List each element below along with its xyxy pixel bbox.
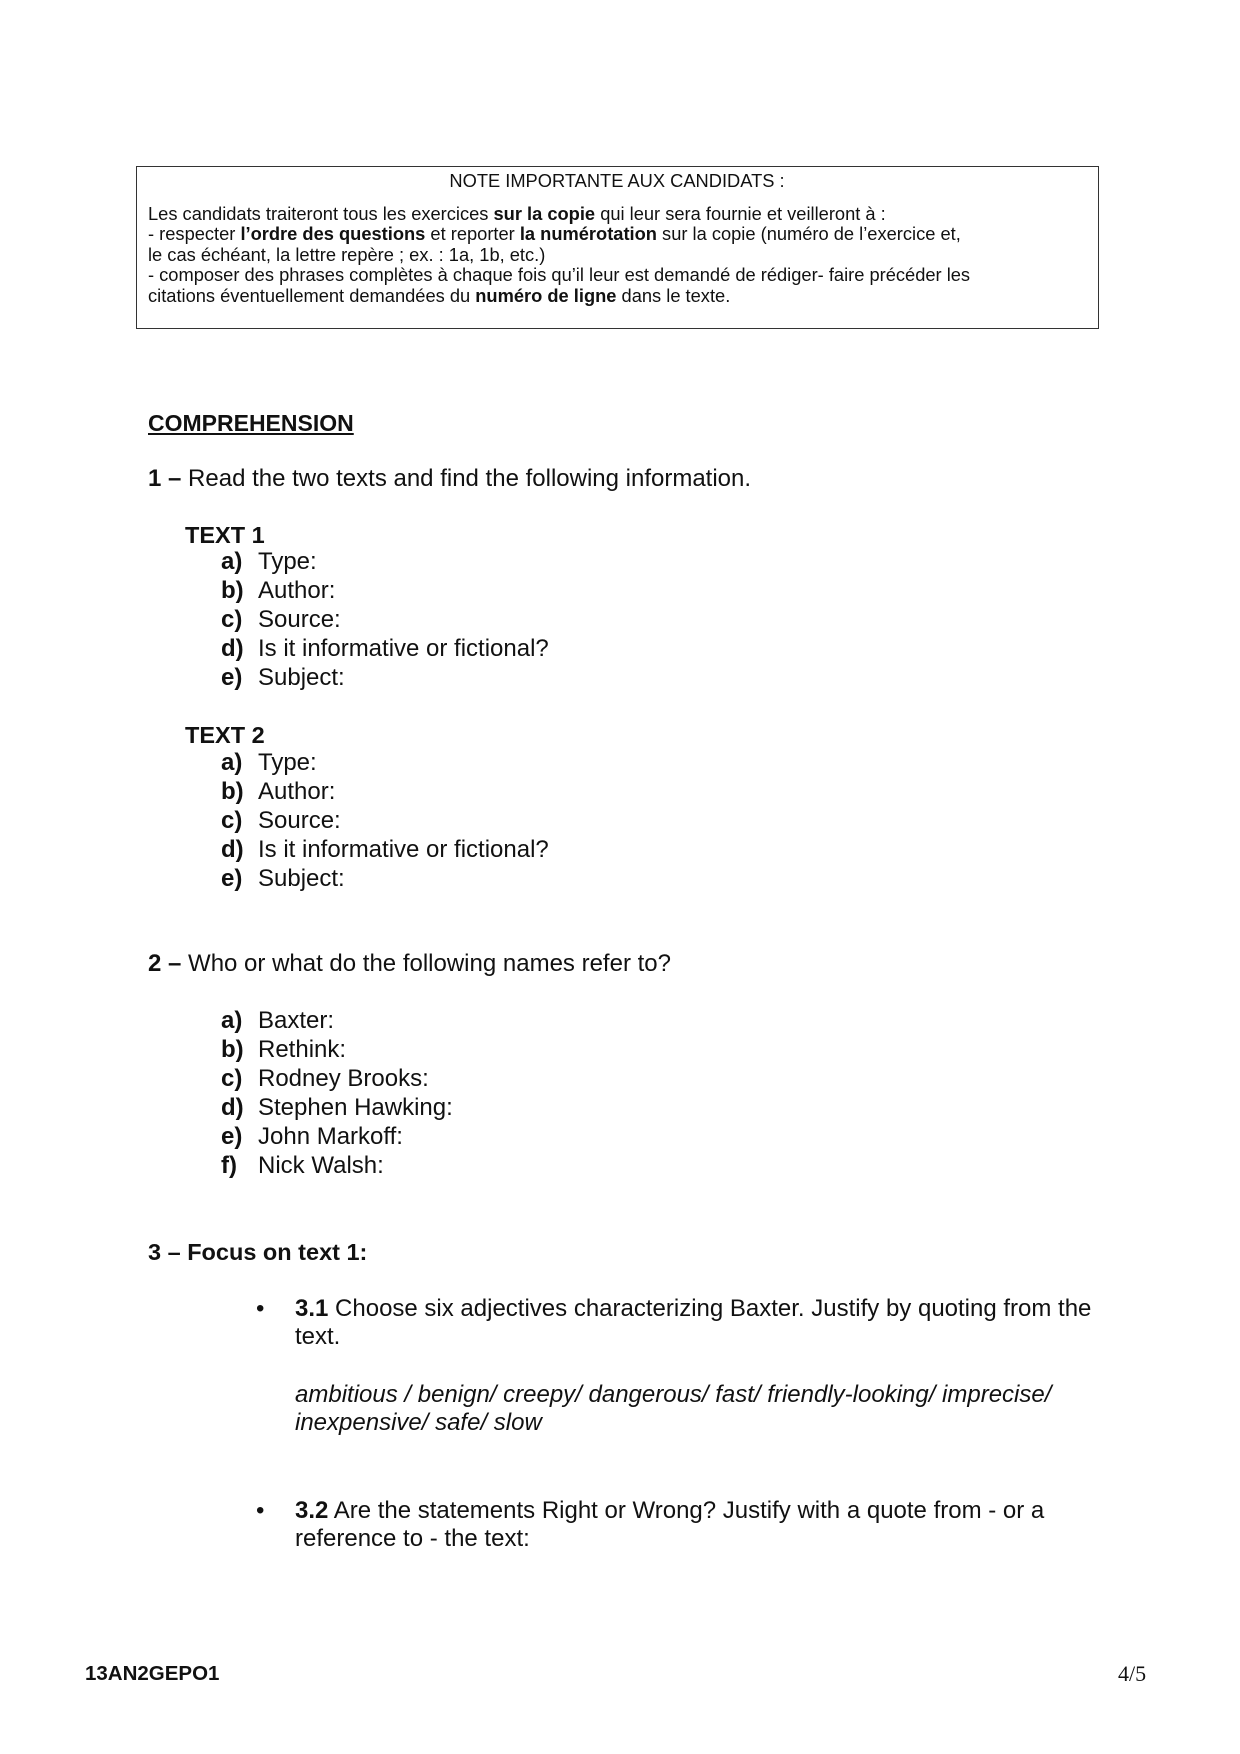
- item-text: Is it informative or fictional?: [258, 635, 549, 662]
- item-letter: b): [221, 778, 244, 805]
- item-letter: c): [221, 807, 243, 834]
- question-number: 2 –: [148, 950, 182, 977]
- item-letter: d): [221, 635, 244, 662]
- question-number: 3.1: [295, 1295, 329, 1322]
- item-text: Subject:: [258, 865, 345, 892]
- list-item: [221, 1093, 453, 1122]
- question-3-2: [295, 1497, 1095, 1553]
- note-title: NOTE IMPORTANTE AUX CANDIDATS :: [449, 170, 785, 191]
- note-line-5: [148, 286, 1086, 307]
- note-line-2: [148, 224, 1086, 245]
- item-text: Type:: [258, 749, 317, 776]
- footer-page-number: 4/5: [1118, 1661, 1147, 1686]
- section-heading: COMPREHENSION: [148, 410, 354, 436]
- question-text: Choose six adjectives characterizing Baxter. Justify by quoting from the text.: [295, 1295, 1092, 1350]
- item-text: Is it informative or fictional?: [258, 836, 549, 863]
- list-item: [221, 864, 549, 893]
- item-letter: c): [221, 606, 243, 633]
- item-text: Stephen Hawking:: [258, 1094, 453, 1121]
- item-letter: f): [221, 1152, 237, 1179]
- question-number: 3.2: [295, 1497, 329, 1524]
- note-line-3: le cas échéant, la lettre repère ; ex. : 1a, 1b, etc.): [148, 243, 546, 265]
- item-text: Rethink:: [258, 1036, 347, 1063]
- question-3-1: [295, 1295, 1095, 1351]
- item-letter: b): [221, 1036, 244, 1063]
- item-text: John Markoff:: [258, 1123, 403, 1150]
- list-item: [221, 777, 549, 806]
- item-letter: b): [221, 577, 244, 604]
- list-item: [221, 1064, 453, 1093]
- bullet-icon: •: [256, 1497, 265, 1524]
- question-text: Who or what do the following names refer to?: [181, 950, 671, 977]
- item-letter: c): [221, 1065, 243, 1092]
- list-item: [221, 835, 549, 864]
- note-text: citations éventuellement demandées du: [148, 284, 476, 306]
- text2-label: TEXT 2: [185, 722, 265, 748]
- question-1: [148, 465, 751, 493]
- item-letter: a): [221, 548, 243, 575]
- item-letter: a): [221, 1007, 243, 1034]
- list-item: [221, 1122, 453, 1151]
- adjectives-line-1: ambitious / benign/ creepy/ dangerous/ fast/ friendly-looking/ imprecise/: [295, 1381, 1052, 1408]
- question-3-heading: 3 – Focus on text 1:: [148, 1239, 368, 1265]
- item-letter: e): [221, 1123, 243, 1150]
- text1-label: TEXT 1: [185, 522, 265, 548]
- item-text: Source:: [258, 606, 341, 633]
- item-letter: d): [221, 1094, 244, 1121]
- bullet-icon: •: [256, 1295, 265, 1322]
- list-item: [221, 1035, 453, 1064]
- list-item: [221, 1151, 453, 1180]
- footer-exam-code: 13AN2GEPO1: [85, 1662, 220, 1685]
- note-line-4: - composer des phrases complètes à chaque fois qu’il leur est demandé de rédiger- faire précéder les: [148, 264, 971, 285]
- note-line-1: [148, 204, 1086, 225]
- list-item: [221, 1006, 453, 1035]
- note-emphasis: sur la copie: [493, 202, 596, 224]
- item-letter: e): [221, 865, 243, 892]
- list-item: [221, 576, 549, 605]
- note-emphasis: numéro de ligne: [475, 284, 617, 306]
- note-text: dans le texte.: [616, 284, 731, 306]
- item-text: Nick Walsh:: [258, 1152, 384, 1179]
- item-text: Author:: [258, 577, 336, 604]
- item-letter: d): [221, 836, 244, 863]
- question-text: Read the two texts and find the following information.: [181, 465, 752, 492]
- list-item: [221, 605, 549, 634]
- question-text: Are the statements Right or Wrong? Justify with a quote from - or a reference to - the text:: [295, 1497, 1045, 1552]
- note-text: sur la copie (numéro de l’exercice et,: [656, 223, 961, 244]
- note-text: - respecter: [148, 223, 241, 244]
- item-text: Source:: [258, 807, 341, 834]
- list-item: [221, 663, 549, 692]
- item-text: Baxter:: [258, 1007, 335, 1034]
- note-text: et reporter: [425, 223, 520, 244]
- note-box: [136, 166, 1099, 329]
- list-item: [221, 748, 549, 777]
- names-list: [221, 1006, 453, 1180]
- adjectives-line-2: inexpensive/ safe/ slow: [295, 1409, 542, 1436]
- note-text: qui leur sera fournie et veilleront à :: [595, 202, 886, 224]
- text2-list: [221, 748, 549, 893]
- item-letter: a): [221, 749, 243, 776]
- note-emphasis: l’ordre des questions: [240, 223, 426, 244]
- question-number: 1 –: [148, 465, 182, 492]
- note-text: Les candidats traiteront tous les exercices: [148, 202, 494, 224]
- list-item: [221, 806, 549, 835]
- adjectives-list: [295, 1381, 1095, 1437]
- note-emphasis: la numérotation: [519, 223, 657, 244]
- list-item: [221, 547, 549, 576]
- item-letter: e): [221, 664, 243, 691]
- list-item: [221, 634, 549, 663]
- item-text: Type:: [258, 548, 317, 575]
- item-text: Author:: [258, 778, 336, 805]
- text1-list: [221, 547, 549, 692]
- question-2: [148, 950, 671, 978]
- item-text: Subject:: [258, 664, 345, 691]
- item-text: Rodney Brooks:: [258, 1065, 429, 1092]
